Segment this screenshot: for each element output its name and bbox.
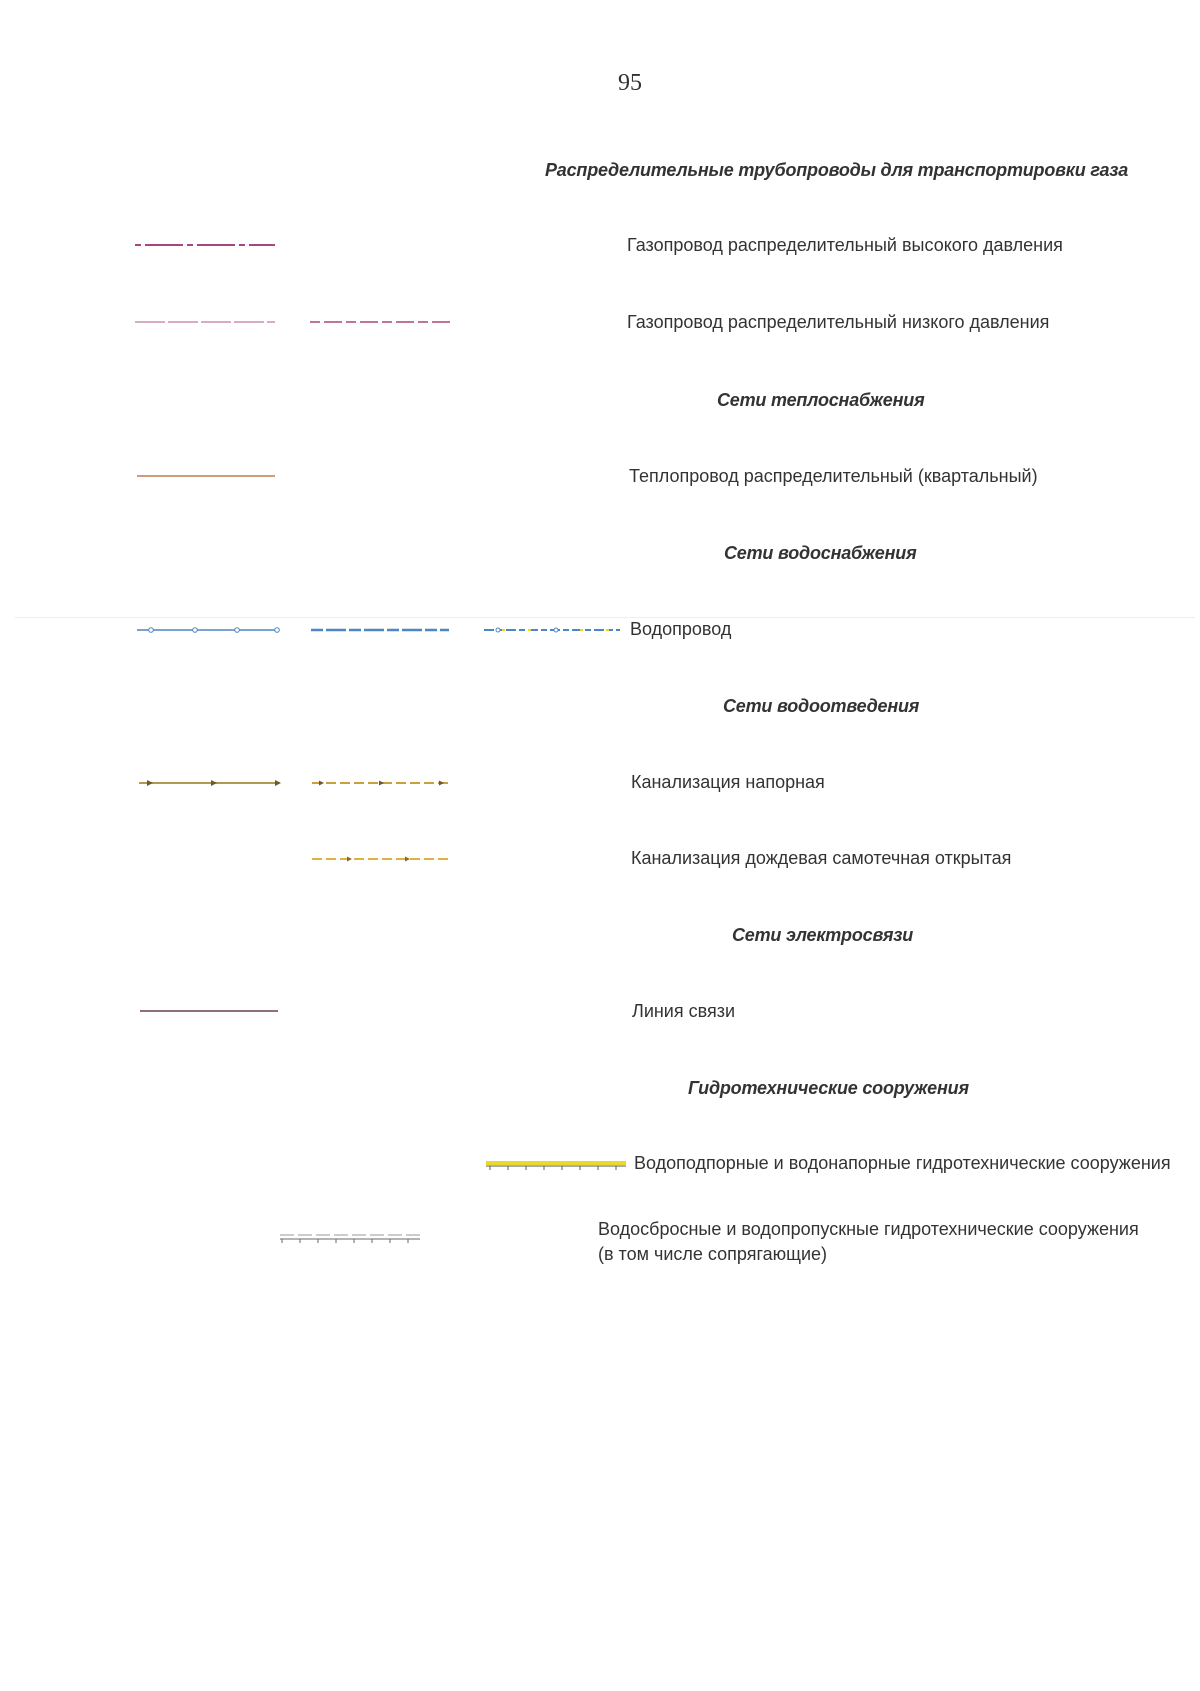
legend-label-dam: Водоподпорные и водонапорные гидротехнические сооружения <box>634 1153 1171 1173</box>
symbol-water-circles <box>137 624 282 636</box>
legend-label-telecom: Линия связи <box>632 1001 736 1021</box>
legend-label-spillway-line-2: (в том числе сопрягающие) <box>598 1244 827 1264</box>
symbol-storm-dash <box>312 853 452 865</box>
section-heading-telecom: Сети электросвязи <box>732 925 914 945</box>
symbol-spillway-ticks <box>280 1231 425 1245</box>
symbol-gas-low-thin <box>135 317 275 327</box>
section-heading-gas: Распределительные трубопроводы для транспортировки газа <box>545 160 1129 180</box>
legend-label-gas-high: Газопровод распределительный высокого давления <box>627 235 1063 255</box>
legend-label-heat: Теплопровод распределительный (квартальный) <box>629 466 1038 486</box>
section-heading-hydro: Гидротехнические сооружения <box>688 1078 969 1098</box>
section-heading-sewer: Сети водоотведения <box>723 696 920 716</box>
legend-label-water: Водопровод <box>630 619 732 639</box>
page-number: 95 <box>618 70 642 96</box>
symbol-sewer-arrow-solid <box>139 777 284 789</box>
symbol-gas-low-dash <box>310 317 450 327</box>
symbol-water-yellow-dash <box>484 624 624 636</box>
symbol-water-dash <box>311 624 451 636</box>
symbol-sewer-arrow-dash <box>312 777 452 789</box>
symbol-gas-high-pressure <box>135 240 275 250</box>
symbol-telecom-solid <box>140 1006 280 1016</box>
section-heading-heat: Сети теплоснабжения <box>717 390 925 410</box>
scan-artifact-line <box>15 617 1195 618</box>
legend-label-spillway <box>598 1217 1139 1267</box>
section-heading-water: Сети водоснабжения <box>724 543 917 563</box>
legend-label-sewer-pressure: Канализация напорная <box>631 772 825 792</box>
symbol-heat-solid <box>137 471 277 481</box>
symbol-dam-yellow-ticks <box>486 1158 631 1172</box>
legend-label-spillway-line-1: Водосбросные и водопропускные гидротехнические сооружения <box>598 1219 1139 1239</box>
legend-label-gas-low: Газопровод распределительный низкого давления <box>627 312 1050 332</box>
legend-label-storm: Канализация дождевая самотечная открытая <box>631 848 1012 868</box>
